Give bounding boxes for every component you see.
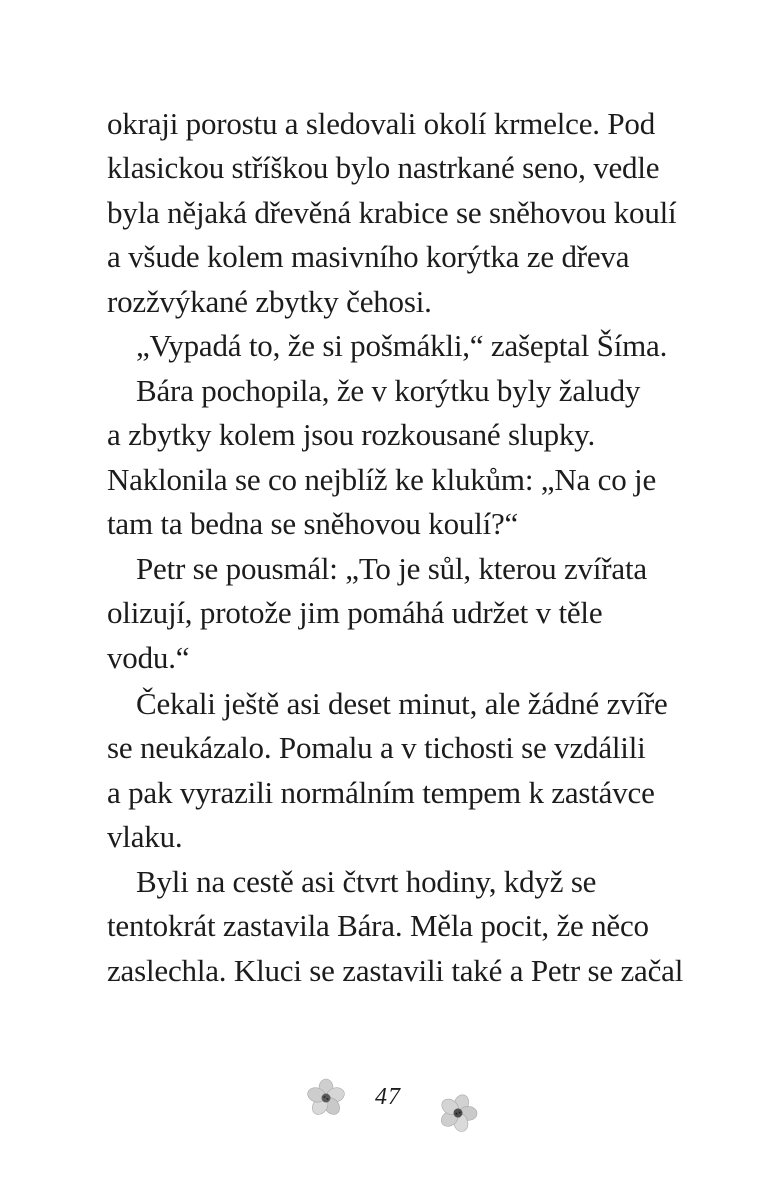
text-line: rozžvýkané zbytky čehosi. xyxy=(107,284,432,319)
text-line: Byli na cestě asi čtvrt hodiny, když se xyxy=(136,864,597,899)
text-line: Bára pochopila, že v korýtku byly žaludy xyxy=(136,373,641,408)
text-line: Petr se pousmál: „To je sůl, kterou zvířata xyxy=(136,551,647,586)
text-line: se neukázalo. Pomalu a v tichosti se vzdálili xyxy=(107,730,646,765)
text-line: olizují, protože jim pomáhá udržet v těle xyxy=(107,595,603,630)
flower-icon xyxy=(306,1078,346,1118)
text-line: vodu.“ xyxy=(107,640,190,675)
text-line: a všude kolem masivního korýtka ze dřeva xyxy=(107,239,630,274)
text-line: klasickou stříškou bylo nastrkané seno, vedle xyxy=(107,150,660,185)
text-line: „Vypadá to, že si pošmákli,“ zašeptal Šíma. xyxy=(136,328,668,363)
text-line: a pak vyrazili normálním tempem k zastávce xyxy=(107,775,655,810)
text-line: a zbytky kolem jsou rozkousané slupky. xyxy=(107,417,596,452)
text-line: zaslechla. Kluci se zastavili také a Petr se začal xyxy=(107,953,684,988)
text-line: Naklonila se co nejblíž ke klukům: „Na co je xyxy=(107,462,657,497)
flower-icon xyxy=(438,1093,478,1133)
text-line: okraji porostu a sledovali okolí krmelce. Pod xyxy=(107,106,656,141)
text-line: byla nějaká dřevěná krabice se sněhovou koulí xyxy=(107,195,677,230)
text-line: Čekali ještě asi deset minut, ale žádné zvíře xyxy=(136,686,668,721)
text-line: tam ta bedna se sněhovou koulí?“ xyxy=(107,506,519,541)
text-line: tentokrát zastavila Bára. Měla pocit, že něco xyxy=(107,908,649,943)
text-line: vlaku. xyxy=(107,819,183,854)
page-number: 47 xyxy=(375,1084,401,1110)
